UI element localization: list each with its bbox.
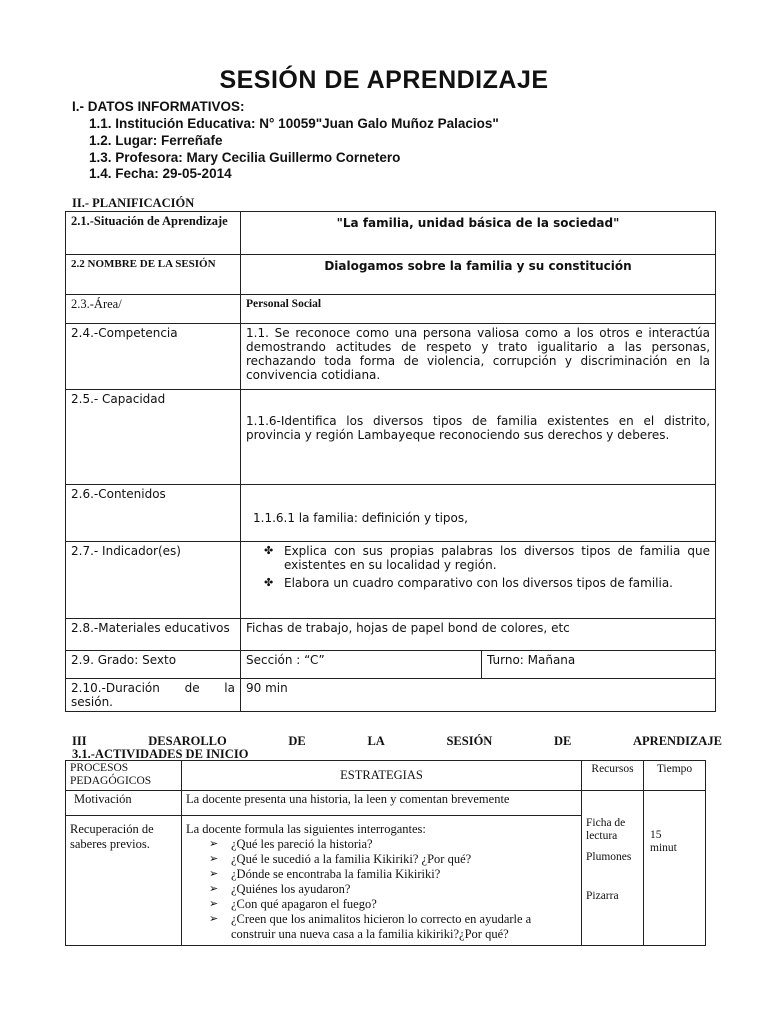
row-duracion — [66, 679, 716, 712]
contenidos-value: 1.1.6.1 la familia: definición y tipos, — [241, 485, 716, 542]
row-capacidad — [66, 390, 716, 485]
duracion-label: 2.10.-Duración de la sesión. — [66, 679, 241, 712]
row-grado — [66, 651, 716, 679]
area-value: Personal Social — [241, 295, 716, 324]
indicador-item: ✤ Explica con sus propias palabras los diversos tipos de familia que existentes en su localidad y región. — [284, 544, 710, 572]
actividades-table — [65, 760, 706, 946]
pregunta-item: ➢ ¿Quiénes los ayudaron? — [231, 882, 577, 897]
desarrollo-word: III — [72, 734, 87, 748]
recurso-item: Plumones — [586, 851, 632, 863]
row-area — [66, 295, 716, 324]
planificacion-heading: II.- PLANIFICACIÓN — [72, 196, 195, 210]
pregunta-item: ➢ ¿Qué le sucedió a la familia Kikiriki? ¿Por qué? — [231, 852, 577, 867]
materiales-value: Fichas de trabajo, hojas de papel bond de colores, etc — [241, 619, 716, 651]
indicador-cell — [241, 542, 716, 619]
tiempo-value: 15 minut — [650, 829, 677, 854]
preguntas-list — [186, 837, 577, 942]
duracion-value: 90 min — [241, 679, 716, 712]
desarrollo-word: DESAROLLO — [148, 734, 227, 748]
desarrollo-word: DE — [553, 734, 572, 748]
estrategia-motivacion: La docente presenta una historia, la leen y comentan brevemente — [182, 791, 582, 816]
desarrollo-word: LA — [367, 734, 385, 748]
area-label: 2.3.-Área/ — [66, 295, 241, 324]
col-recursos: Recursos — [582, 761, 644, 791]
situacion-label: 2.1.-Situación de Aprendizaje — [66, 212, 241, 255]
competencia-label: 2.4.-Competencia — [66, 324, 241, 390]
nombre-label: 2.2 NOMBRE DE LA SESIÓN — [66, 255, 241, 295]
pregunta-item: ➢ ¿Con qué apagaron el fuego? — [231, 897, 577, 912]
datos-heading: I.- DATOS INFORMATIVOS: — [72, 99, 245, 114]
col-estrategias: ESTRATEGIAS — [182, 761, 582, 791]
recurso-item: Pizarra — [586, 890, 619, 902]
dato-fecha: 1.4. Fecha: 29-05-2014 — [89, 166, 232, 181]
actividades-inicio-heading: 3.1.-ACTIVIDADES DE INICIO — [72, 747, 249, 761]
row-competencia — [66, 324, 716, 390]
proceso-recuperacion: Recuperación de saberes previos. — [66, 816, 182, 946]
recursos-cell — [582, 791, 644, 946]
competencia-value: 1.1. Se reconoce como una persona valiosa como a los otros e interactúa demostrando actitudes de respeto y trato igualitario a las personas, rechazando toda forma de violencia, corrupción y discriminación en la convivencia cotidiana. — [241, 324, 716, 390]
pregunta-item: ➢ ¿Dónde se encontraba la familia Kikiriki? — [231, 867, 577, 882]
indicador-item: ✤ Elabora un cuadro comparativo con los diversos tipos de familia. — [284, 576, 710, 590]
desarrollo-word: SESIÓN — [446, 734, 493, 748]
col-tiempo: Tiempo — [644, 761, 706, 791]
proceso-motivacion: Motivación — [66, 791, 182, 816]
row-contenidos — [66, 485, 716, 542]
capacidad-label: 2.5.- Capacidad — [66, 390, 241, 485]
tiempo-cell — [644, 791, 706, 946]
dato-institucion: 1.1. Institución Educativa: N° 10059"Juan Galo Muñoz Palacios" — [89, 116, 499, 131]
turno-cell: Turno: Mañana — [482, 651, 716, 679]
pregunta-item: ➢ ¿Qué les pareció la historia? — [231, 837, 577, 852]
dato-lugar: 1.2. Lugar: Ferreñafe — [89, 133, 223, 148]
planificacion-table — [65, 211, 716, 712]
grado-cell: 2.9. Grado: Sexto — [66, 651, 241, 679]
indicador-label: 2.7.- Indicador(es) — [66, 542, 241, 619]
row-nombre — [66, 255, 716, 295]
capacidad-value: 1.1.6-Identifica los diversos tipos de familia existentes en el distrito, provincia y región Lambayeque reconociendo sus derechos y deberes. — [241, 390, 716, 485]
indicador-list — [246, 544, 710, 590]
estrategia-recuperacion — [182, 816, 582, 946]
contenidos-label: 2.6.-Contenidos — [66, 485, 241, 542]
estrategia-intro: La docente formula las siguientes interrogantes: — [186, 822, 426, 836]
row-materiales — [66, 619, 716, 651]
seccion-cell: Sección : “C” — [241, 651, 482, 679]
recurso-item: Ficha de lectura — [586, 817, 626, 842]
row-indicador — [66, 542, 716, 619]
row-situacion — [66, 212, 716, 255]
dato-profesora: 1.3. Profesora: Mary Cecilia Guillermo Cornetero — [89, 150, 401, 165]
desarrollo-word: APRENDIZAJE — [633, 734, 722, 748]
nombre-value: Dialogamos sobre la familia y su constitución — [241, 255, 716, 295]
pregunta-item: ➢ ¿Creen que los animalitos hicieron lo correcto en ayudarle a construir una nueva casa a la familia kikiriki?¿Por qué? — [231, 912, 577, 942]
actividades-row-motivacion — [66, 791, 706, 816]
situacion-value: "La familia, unidad básica de la sociedad" — [241, 212, 716, 255]
document-title: SESIÓN DE APRENDIZAJE — [219, 66, 549, 94]
col-procesos: PROCESOS PEDAGÓGICOS — [66, 761, 182, 791]
desarrollo-word: DE — [288, 734, 306, 748]
materiales-label: 2.8.-Materiales educativos — [66, 619, 241, 651]
actividades-header-row — [66, 761, 706, 791]
